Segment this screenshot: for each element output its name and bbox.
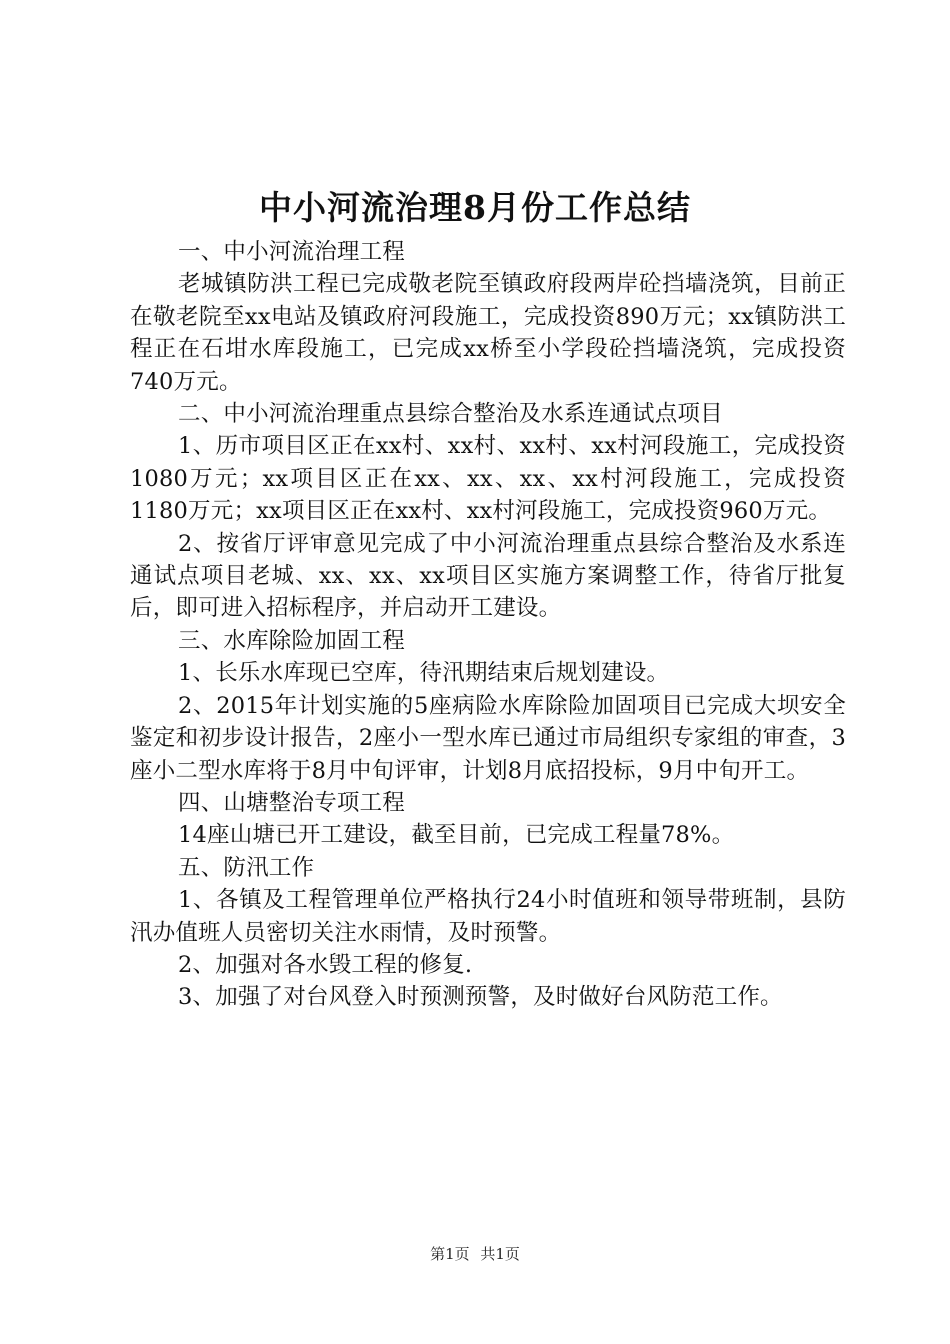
paragraph: 1、各镇及工程管理单位严格执行24小时值班和领导带班制，县防汛办值班人员密切关注水雨情，及时预警。 [130, 887, 846, 946]
page-footer [0, 1244, 950, 1264]
section-heading-5: 五、防汛工作 [178, 854, 315, 881]
paragraph: 1、长乐水库现已空库，待汛期结束后规划建设。 [178, 660, 670, 687]
section-heading-2: 二、中小河流治理重点县综合整治及水系连通试点项目 [178, 401, 723, 428]
page-number: 第1页 [430, 1245, 470, 1263]
document-body [130, 236, 846, 1014]
paragraph: 1、历市项目区正在xx村、xx村、xx村、xx村河段施工，完成投资1080万元；xx项目区正在xx、xx、xx、xx村河段施工，完成投资1180万元；xx项目区正在xx村、xx村河段施工，完成投资960万元。 [130, 433, 846, 525]
section-heading-1: 一、中小河流治理工程 [178, 239, 406, 265]
paragraph: 2、加强对各水毁工程的修复. [178, 951, 473, 978]
paragraph: 老城镇防洪工程已完成敬老院至镇政府段两岸砼挡墙浇筑，目前正在敬老院至xx电站及镇政府河段施工，完成投资890万元；xx镇防洪工程正在石坩水库段施工，已完成xx桥至小学段砼挡墙浇筑，完成投资740万元。 [130, 271, 846, 395]
paragraph: 3、加强了对台风登入时预测预警，及时做好台风防范工作。 [178, 984, 783, 1011]
section-heading-4: 四、山塘整治专项工程 [178, 789, 406, 816]
paragraph: 14座山塘已开工建设，截至目前，已完成工程量78%。 [178, 822, 735, 849]
page-total: 共1页 [480, 1245, 520, 1263]
paragraph: 2、按省厅评审意见完成了中小河流治理重点县综合整治及水系连通试点项目老城、xx、xx、xx项目区实施方案调整工作，待省厅批复后，即可进入招标程序，并启动开工建设。 [130, 530, 846, 622]
section-heading-3: 三、水库除险加固工程 [178, 627, 406, 654]
document-title: 中小河流治理8月份工作总结 [259, 188, 691, 227]
paragraph: 2、2015年计划实施的5座病险水库除险加固项目已完成大坝安全鉴定和初步设计报告，2座小一型水库已通过市局组织专家组的审查，3座小二型水库将于8月中旬评审，计划8月底招投标，9月中旬开工。 [130, 692, 846, 784]
